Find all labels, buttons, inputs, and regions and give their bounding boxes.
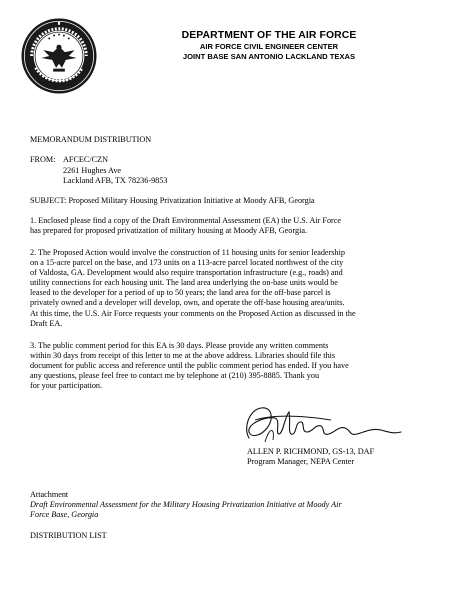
paragraph-line: any questions, please feel free to contact me by telephone at (210) 395-8885. Thank you — [30, 371, 320, 381]
paragraph-line: Draft EA. — [30, 318, 63, 328]
paragraph-3 — [30, 341, 446, 391]
center-name: AIR FORCE CIVIL ENGINEER CENTER — [199, 42, 339, 51]
attachment-line-1: Draft Environmental Assessment for the Military Housing Privatization Initiative at Moody Air — [30, 500, 342, 509]
paragraph-1 — [30, 216, 446, 236]
paragraph-line: 3. The public comment period for this EA is 30 days. Please provide any written comments — [30, 341, 329, 350]
base-name: JOINT BASE SAN ANTONIO LACKLAND TEXAS — [182, 52, 356, 61]
attachment-label: Attachment — [30, 490, 69, 499]
paragraph-line: document for public access and reference until the public comment period has ended. If you have — [30, 361, 349, 371]
from-office: AFCEC/CZN — [63, 155, 109, 164]
memo-header: MEMORANDUM DISTRIBUTION — [30, 135, 152, 144]
from-block — [30, 155, 446, 165]
from-city: Lackland AFB, TX 78236-9853 — [63, 176, 168, 185]
paragraph-line: on a 15-acre parcel on the base, and 173 units on a 113-acre parcel located northwest of the city — [30, 258, 344, 268]
paragraph-2 — [30, 248, 446, 329]
letterhead — [104, 29, 434, 62]
distribution-list-heading: DISTRIBUTION LIST — [30, 531, 107, 540]
signer-title: Program Manager, NEPA Center — [247, 457, 355, 466]
attachment-line-2: Force Base, Georgia — [30, 510, 99, 519]
paragraph-line: of Valdosta, GA. Development would also require transportation infrastructure (e.g., roads) and — [30, 268, 343, 278]
paragraph-line: has prepared for proposed privatization of military housing at Moody AFB, Georgia. — [30, 226, 308, 236]
handwritten-signature — [235, 398, 405, 448]
from-label: FROM: — [30, 155, 56, 164]
paragraph-line: 1. Enclosed please find a copy of the Draft Environmental Assessment (EA) the U.S. Air Force — [30, 216, 342, 225]
subject-line: SUBJECT: Proposed Military Housing Privatization Initiative at Moody AFB, Georgia — [30, 196, 315, 205]
paragraph-line: 2. The Proposed Action would involve the construction of 11 housing units for senior leadership — [30, 248, 345, 257]
paragraph-line: utility connections for each housing unit. The land area underlying the on-base units would be — [30, 278, 338, 288]
signer-name: ALLEN P. RICHMOND, GS-13, DAF — [247, 447, 375, 456]
dod-seal-icon — [20, 17, 98, 95]
department-title: DEPARTMENT OF THE AIR FORCE — [181, 30, 357, 41]
paragraph-line: At this time, the U.S. Air Force requests your comments on the Proposed Action as discussed in the — [30, 308, 356, 318]
signature-block — [247, 447, 374, 467]
paragraph-line: leased to the developer for a period of up to 50 years; the land area for the off-base parcel is — [30, 288, 331, 298]
paragraph-line: privately owned and a developer will develop, own, and operate the off-base housing area/units. — [30, 298, 345, 308]
paragraph-line: for your participation. — [30, 381, 103, 391]
paragraph-line: within 30 days from receipt of this letter to me at the above address. Libraries should file this — [30, 351, 336, 361]
from-street: 2261 Hughes Ave — [63, 165, 122, 175]
